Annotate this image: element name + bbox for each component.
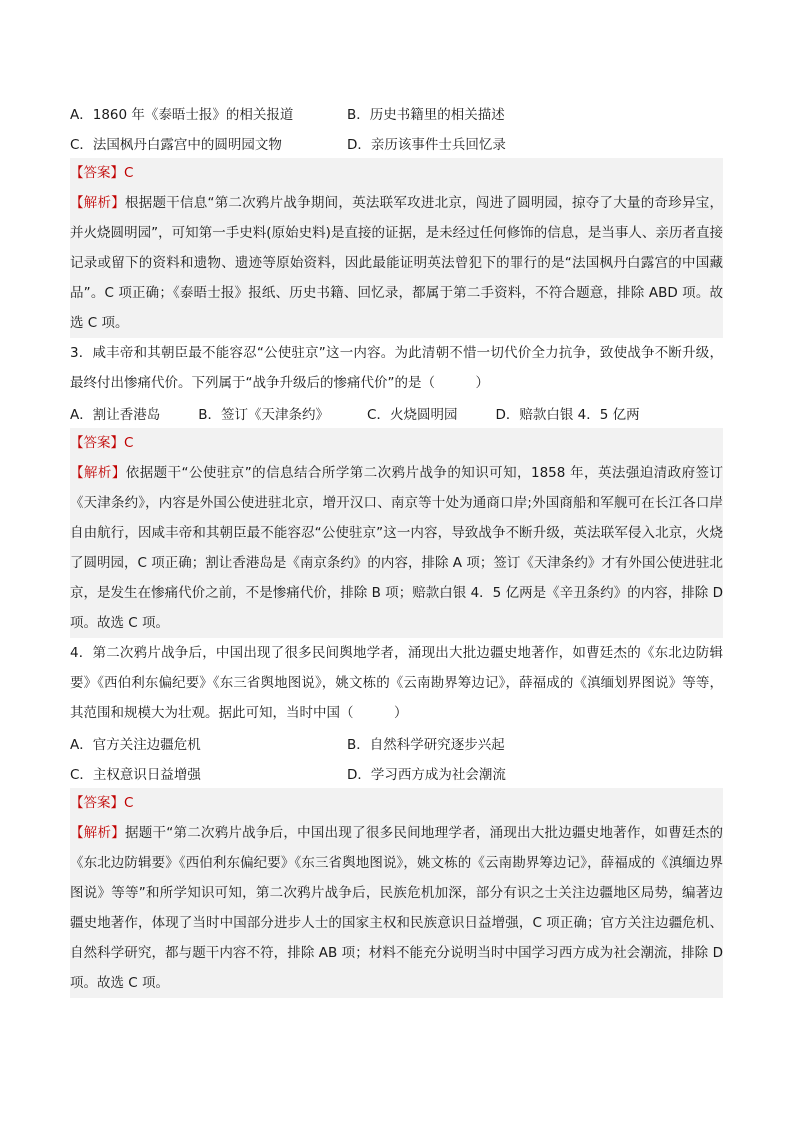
q2-option-c[interactable]: C．法国枫丹白露宫中的圆明园文物 xyxy=(70,137,282,153)
q2-option-a[interactable]: A．1860 年《泰晤士报》的相关报道 xyxy=(70,107,294,123)
analysis-text: 根据题干信息“第二次鸦片战争期间，英法联军攻进北京，闯进了圆明园，掠夺了大量的奇珍异宝，并火烧圆明园”，可知第一手史料(原始史料)是直接的证据，是未经过任何修饰的信息，是当事人、亲历者直接记录或留下的资料和遗物、遗迹等原始资料，因此最能证明英法曾犯下的罪行的是“法国枫丹白露宫的中国藏品”。C 项正确；《泰晤士报》报纸、历史书籍、回忆录，都属于第二手资料，不符合题意，排除 ABD 项。故选 C 项。 xyxy=(70,195,723,331)
answer-tag: 【答案】 xyxy=(70,165,124,181)
q4-solution-block xyxy=(70,788,723,998)
analysis-tag: 【解析】 xyxy=(70,195,125,211)
analysis-text: 依据题干“公使驻京”的信息结合所学第二次鸦片战争的知识可知，1858 年，英法强迫清政府签订《天津条约》，内容是外国公使进驻北京，增开汉口、南京等十处为通商口岸;外国商船和军舰可在长江各口岸自由航行，因咸丰帝和其朝臣最不能容忍“公使驻京”这一内容，导致战争不断升级，英法联军侵入北京，火烧了圆明园，C 项正确；割让香港岛是《南京条约》的内容，排除 A 项；签订《天津条约》才有外国公使进驻北京，是发生在惨痛代价之前，不是惨痛代价，排除 B 项；赔款白银 4．5 亿两是《辛丑条约》的内容，排除 D 项。故选 C 项。 xyxy=(70,465,723,631)
q2-answer xyxy=(70,158,723,188)
document-page xyxy=(70,98,723,998)
answer-value: C xyxy=(124,165,134,181)
q2-analysis xyxy=(70,188,723,338)
q2-options-row-2 xyxy=(70,128,723,158)
q2-option-d[interactable]: D．亲历该事件士兵回忆录 xyxy=(347,137,506,153)
q3-option-c[interactable]: C．火烧圆明园 xyxy=(367,407,458,423)
analysis-tag: 【解析】 xyxy=(70,825,125,841)
q4-options-row-2 xyxy=(70,758,723,788)
q4-option-b[interactable]: B．自然科学研究逐步兴起 xyxy=(347,737,505,753)
q3-solution-block xyxy=(70,428,723,638)
q4-option-a[interactable]: A．官方关注边疆危机 xyxy=(70,737,201,753)
analysis-tag: 【解析】 xyxy=(70,465,126,481)
answer-value: C xyxy=(124,435,134,451)
q4-option-c[interactable]: C．主权意识日益增强 xyxy=(70,767,201,783)
q2-solution-block xyxy=(70,158,723,338)
q2-option-b[interactable]: B．历史书籍里的相关描述 xyxy=(347,107,505,123)
q3-option-b[interactable]: B．签订《天津条约》 xyxy=(198,407,330,423)
answer-value: C xyxy=(124,795,134,811)
q3-option-a[interactable]: A．割让香港岛 xyxy=(70,407,161,423)
q2-options-row-1 xyxy=(70,98,723,128)
analysis-text: 据题干“第二次鸦片战争后，中国出现了很多民间地理学者，涌现出大批边疆史地著作，如曹廷杰的《东北边防辑要》《西伯利东偏纪要》《东三省舆地图说》，姚文栋的《云南勘界筹边记》，薛福成的《滇缅边界图说》等等”和所学知识可知，第二次鸦片战争后，民族危机加深，部分有识之士关注边疆地区局势，编著边疆史地著作，体现了当时中国部分进步人士的国家主权和民族意识日益增强，C 项正确；官方关注边疆危机、自然科学研究，都与题干内容不符，排除 AB 项；材料不能充分说明当时中国学习西方成为社会潮流，排除 D 项。故选 C 项。 xyxy=(70,825,723,991)
q4-answer xyxy=(70,788,723,818)
q3-stem: 3．咸丰帝和其朝臣最不能容忍“公使驻京”这一内容。为此清朝不惜一切代价全力抗争，致使战争不断升级，最终付出惨痛代价。下列属于“战争升级后的惨痛代价”的是（ ） xyxy=(70,345,723,391)
q3-analysis xyxy=(70,458,723,638)
q3-options-row xyxy=(70,398,723,428)
q4-analysis xyxy=(70,818,723,998)
answer-tag: 【答案】 xyxy=(70,435,124,451)
q3-option-d[interactable]: D．赔款白银 4．5 亿两 xyxy=(495,407,640,423)
q4-stem: 4．第二次鸦片战争后，中国出现了很多民间舆地学者，涌现出大批边疆史地著作，如曹廷杰的《东北边防辑要》《西伯利东偏纪要》《东三省舆地图说》，姚文栋的《云南勘界筹边记》，薛福成的《滇缅划界图说》等等，其范围和规模大为壮观。据此可知，当时中国（ ） xyxy=(70,645,723,721)
q4-option-d[interactable]: D．学习西方成为社会潮流 xyxy=(347,767,506,783)
q4-options-row-1 xyxy=(70,728,723,758)
answer-tag: 【答案】 xyxy=(70,795,124,811)
q3-answer xyxy=(70,428,723,458)
